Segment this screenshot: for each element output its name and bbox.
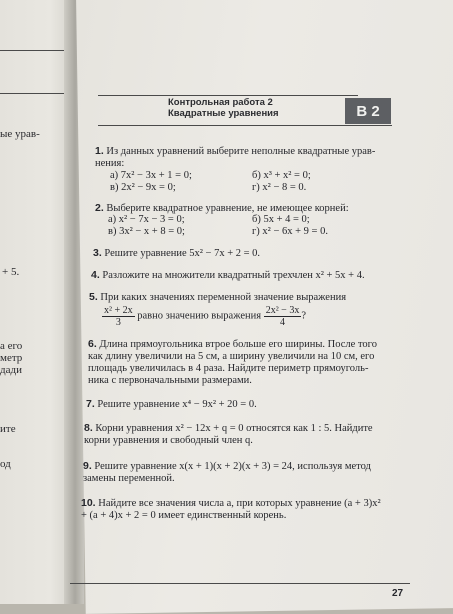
task-option: б) x³ + x² = 0; [252,170,311,181]
task-text: Корни уравнения x² − 12x + q = 0 относятся как 1 : 5. Найдите корни уравнения и свободный член q. [84,423,373,446]
left-margin-text: од [0,458,11,470]
left-margin-text: а его [0,340,23,352]
task-option: а) x² − 7x − 3 = 0; [108,214,185,225]
task-text: Разложите на множители квадратный трехчлен x² + 5x + 4. [102,270,365,281]
header-underline [98,125,392,126]
task-6 [88,338,388,387]
task-text: Найдите все значения числа a, при которых уравнение (a + 3)x² + (a + 4)x + 2 = 0 имеет единственный корень. [81,498,381,521]
task-number: 4. [91,269,100,281]
fraction-numerator: x² + 2x [104,305,133,316]
fraction [264,305,302,328]
task-text: Решите уравнение x(x + 1)(x + 2)(x + 3) = 24, используя метод замены переменной. [83,461,371,484]
task-4 [91,269,391,282]
task-number: 6. [88,338,97,350]
task-10 [81,497,386,522]
left-rule [0,50,72,51]
task-option: а) 7x² − 3x + 1 = 0; [110,170,192,181]
left-rule [0,93,72,94]
task-text: равно значению выражения [137,310,262,322]
task-number: 3. [93,247,102,259]
variant-badge: В 2 [345,98,391,124]
task-text: Длина прямоугольника втрое больше его ширины. После того как длину увеличили на 5 см, а ширину увеличили на 10 см, его площадь увеличилась в 4 раза. Найдите периметр прямоуголь-ника с первоначальными размерами. [88,339,377,386]
task-text: ? [301,310,306,322]
page-number: 27 [392,588,404,599]
task-number: 1. [95,145,104,157]
task-8 [84,422,389,447]
fraction-denominator: 4 [280,317,285,328]
left-margin-text: ые урав- [0,128,40,140]
task-9 [83,460,388,485]
task-5 [89,291,389,304]
task-1 [95,145,385,170]
page-title: Контрольная работа 2 [168,97,273,108]
task-text: Из данных уравнений выберите неполные квадратные урав-нения: [95,146,376,169]
task-option: г) x² − 8 = 0. [252,182,307,193]
header-rule [98,95,358,96]
task-text: Решите уравнение x⁴ − 9x² + 20 = 0. [97,399,257,410]
header-title-block [168,97,279,119]
page-subtitle: Квадратные уравнения [168,108,279,119]
task-option: в) 2x² − 9x = 0; [110,182,176,193]
task-number: 9. [83,460,92,472]
fraction [102,305,135,328]
task-text: Решите уравнение 5x² − 7x + 2 = 0. [104,248,261,259]
fraction-numerator: 2x² − 3x [265,305,300,316]
fraction-denominator: 3 [115,317,121,328]
left-page [0,0,72,604]
task-number: 8. [84,422,93,434]
task-number: 7. [86,398,95,410]
left-margin-text: ите [0,423,16,435]
left-margin-text: метр [0,352,23,364]
task-number: 5. [89,291,98,303]
task-7 [86,398,386,411]
task-option: б) 5x + 4 = 0; [252,214,310,225]
task-5-expression [102,305,392,328]
task-number: 10. [81,497,96,509]
task-text: При каких значениях переменной значение выражения [100,292,347,303]
task-option: г) x² − 6x + 9 = 0. [252,226,328,237]
task-text: Выберите квадратное уравнение, не имеющее корней: [106,203,349,214]
left-margin-text: + 5. [2,266,20,278]
task-3 [93,247,388,260]
task-number: 2. [95,202,104,214]
footer-rule [70,583,410,584]
left-margin-text: дади [0,364,22,376]
task-option: в) 3x² − x + 8 = 0; [108,226,185,237]
